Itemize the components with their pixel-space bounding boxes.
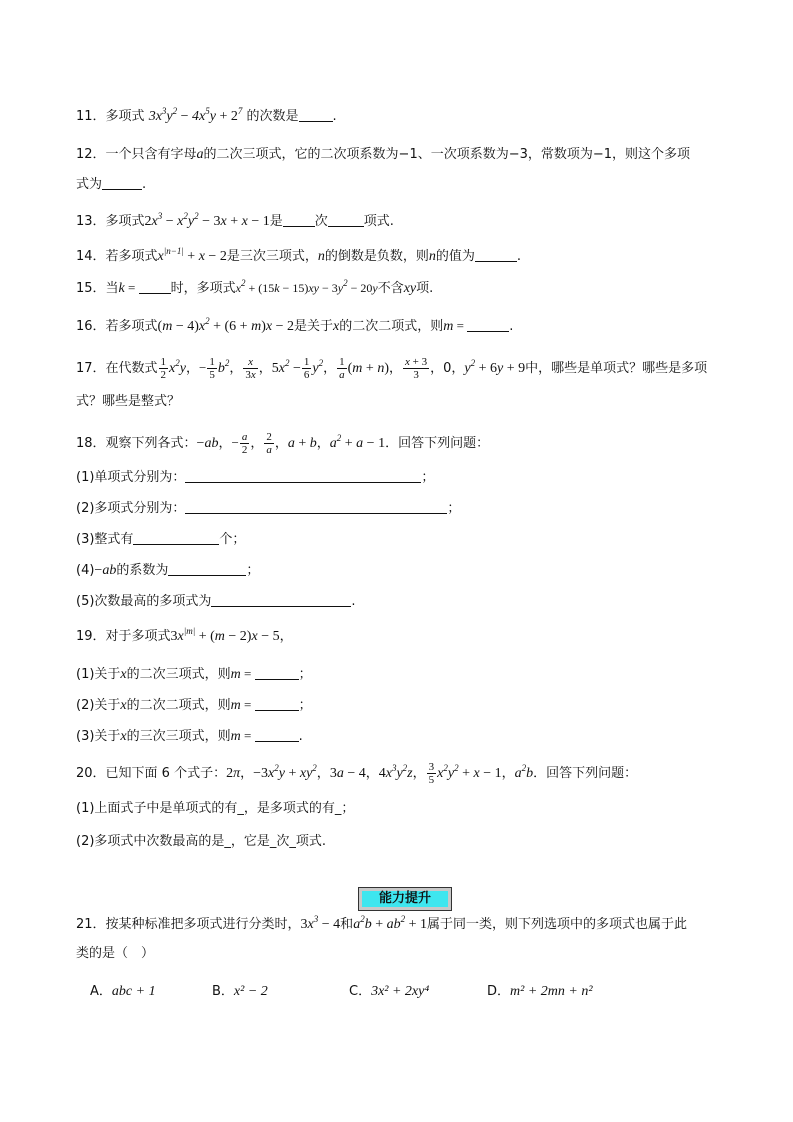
question-18: 18．观察下列各式：−ab，− $\frac{a}{2}$ ， $\frac{2}{a}$ ，a + b，$a^2 + a - 1$．回答下列问题： (76, 431, 490, 456)
option-b[interactable]: B．x² − 2 (212, 984, 268, 999)
q18-part2: (2)多项式分别为： ； (76, 501, 461, 516)
question-15: 15．当k = 时，多项式$x^2 + (15k - 15)xy - 3y^2 - 20y$不含xy项. (76, 278, 434, 296)
q18-part4: (4)−ab的系数为 ； (76, 563, 260, 578)
section-banner (358, 887, 452, 911)
option-c[interactable]: C．3x² + 2xy⁴ (349, 984, 430, 999)
answer-blank[interactable] (133, 530, 219, 545)
question-20: 20．已知下面 6 个式子：2π，$-3x^2y + xy^2$，3a − 4，$4x^3y^2z$， $\frac{3}{5}$ $x^2y^2 + x - 1$，$a^2b$．回答下列问题： (76, 761, 638, 786)
q20-part1: (1)上面式子中是单项式的有_，是多项式的有_； (76, 801, 355, 816)
answer-blank[interactable] (185, 468, 421, 483)
fraction: $\frac{1}{6}$ (303, 356, 310, 381)
q19-expression: $3x^{|m|} + (m - 2)x - 5$ (170, 626, 280, 644)
fraction: $\frac{a}{2}$ (241, 431, 248, 456)
answer-blank[interactable] (299, 107, 333, 122)
fraction: $\frac{1}{2}$ (160, 356, 167, 381)
section-banner-label: 能力提升 (362, 891, 448, 907)
q18-part5: (5)次数最高的多项式为 . (76, 594, 356, 609)
fraction: $\frac{3}{5}$ (428, 761, 435, 786)
option-d[interactable]: D．m² + 2mn + n² (487, 984, 593, 999)
answer-blank[interactable] (168, 561, 246, 576)
q16-expression: $(m - 4)x^2 + (6 + m)x - 2$ (157, 316, 294, 334)
q19-part2: (2)关于x的二次二项式，则m = ； (76, 697, 312, 713)
question-14: 14．若多项式$x^{|n-1|} + x - 2$是三次三项式，n的倒数是负数，则n的值为 . (76, 246, 522, 264)
answer-blank[interactable] (255, 665, 299, 680)
fraction: $\frac{x + 3}{3}$ (405, 356, 428, 381)
answer-blank[interactable] (475, 247, 517, 262)
q18-part3: (3)整式有 个； (76, 532, 246, 547)
question-19: 19．对于多项式$3x^{|m|} + (m - 2)x - 5$， (76, 626, 293, 644)
fraction: $\frac{1}{a}$ (339, 356, 345, 381)
answer-blank[interactable] (102, 175, 142, 190)
q20-part2: (2)多项式中次数最高的是_，它是_次_项式. (76, 834, 327, 849)
q14-expression: $x^{|n-1|} + x - 2$ (157, 246, 227, 264)
question-16: 16．若多项式$(m - 4)x^2 + (6 + m)x - 2$是关于x的二次二项式，则m = . (76, 316, 514, 334)
question-13: 13．多项式$2x^3 - x^2y^2 - 3x + x - 1$是 次 项式. (76, 211, 394, 229)
question-12: 12．一个只含有字母a的二次三项式，它的二次项系数为−1、一次项系数为−3，常数项为−1，则这个多项 (76, 147, 691, 162)
answer-blank[interactable] (211, 592, 351, 607)
q19-part1: (1)关于x的二次三项式，则m = ； (76, 666, 312, 682)
answer-blank[interactable] (139, 279, 171, 294)
question-12-line2: 式为 . (76, 177, 147, 192)
answer-blank[interactable] (467, 317, 509, 332)
fraction: $\frac{x}{3x}$ (245, 356, 256, 381)
question-21-line2: 类的是（ ） (76, 946, 155, 961)
fraction: $\frac{2}{a}$ (266, 431, 272, 456)
q19-part3: (3)关于x的三次三项式，则m = . (76, 728, 303, 744)
answer-blank[interactable] (255, 727, 299, 742)
option-a[interactable]: A．abc + 1 (90, 984, 156, 999)
answer-blank[interactable] (185, 499, 447, 514)
answer-blank[interactable] (283, 212, 315, 227)
q13-expression: $2x^3 - x^2y^2 - 3x + x - 1$ (144, 211, 270, 229)
answer-blank[interactable] (328, 212, 364, 227)
fraction: $\frac{1}{5}$ (209, 356, 215, 381)
question-11: 11．多项式 $3x^3y^2 - 4x^5y + 2^7$ 的次数是 . (76, 106, 337, 124)
q18-part1: (1)单项式分别为： ； (76, 470, 435, 485)
answer-blank[interactable] (255, 696, 299, 711)
question-17-line2: 式？哪些是整式？ (76, 394, 181, 409)
question-21: 21．按某种标准把多项式进行分类时，$3x^3 - 4$和$a^2b + ab^2 + 1$属于同一类，则下列选项中的多项式也属于此 (76, 914, 688, 932)
question-17: 17．在代数式 $\frac{1}{2}$ $x^2y$，− $\frac{1}{5}$ $b^2$， $\frac{x}{3x}$ ，$5x^2$ − $\frac{1}{6}$ $y^2$， $\frac{1}{a}$ (m + n)， $\frac{x + 3}{3}$ ，0，$y^2 + 6y + 9$中，哪些是单项式？哪些是多项 (76, 356, 708, 381)
q15-expression: $x^2 + (15k - 15)xy - 3y^2 - 20y$ (235, 278, 378, 295)
q11-expression: $3x^3y^2 - 4x^5y + 2^7$ (148, 106, 243, 124)
